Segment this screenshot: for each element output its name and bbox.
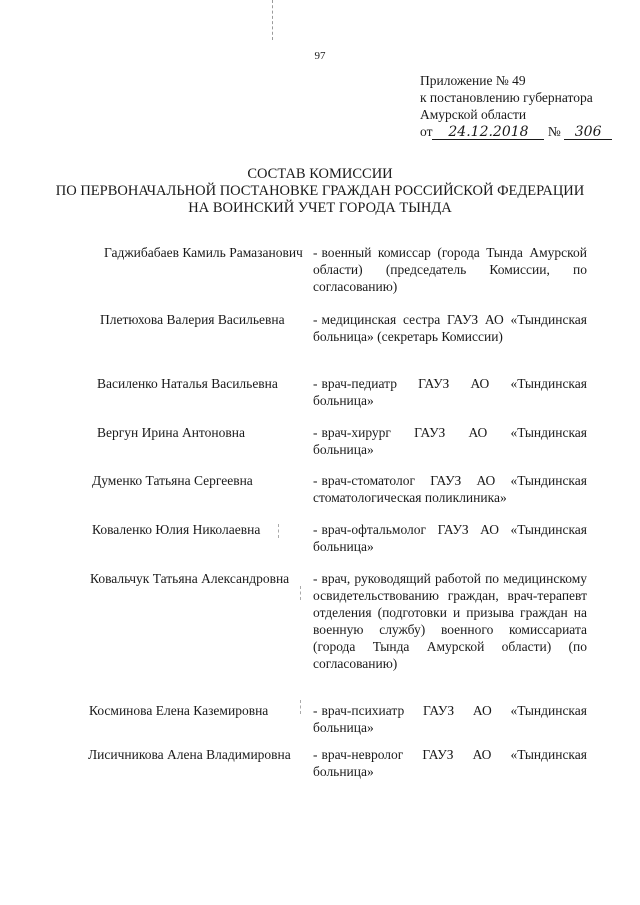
appendix-resolution: к постановлению губернатора bbox=[420, 90, 593, 105]
member-name: Плетюхова Валерия Васильевна bbox=[100, 312, 285, 327]
member-role: - врач-офтальмолог ГАУЗ АО «Тындинская больница» bbox=[313, 522, 587, 554]
title-line-1: СОСТАВ КОМИССИИ bbox=[247, 166, 393, 182]
handwritten-number: 306 bbox=[564, 125, 612, 140]
appendix-block bbox=[420, 72, 612, 140]
title-line-3: НА ВОИНСКИЙ УЧЕТ ГОРОДА ТЫНДА bbox=[188, 200, 452, 216]
handwritten-date: 24.12.2018 bbox=[432, 125, 544, 140]
member-name: Коваленко Юлия Николаевна bbox=[92, 522, 261, 537]
member-name: Думенко Татьяна Сергеевна bbox=[92, 473, 253, 488]
member-name: Вергун Ирина Антоновна bbox=[97, 425, 245, 440]
member-role: - врач-психиатр ГАУЗ АО «Тындинская больница» bbox=[313, 703, 587, 735]
number-prefix: № bbox=[547, 124, 561, 139]
appendix-region: Амурской области bbox=[420, 107, 527, 122]
member-role: - врач-хирург ГАУЗ АО «Тындинская больница» bbox=[313, 425, 587, 457]
document-title bbox=[0, 166, 640, 217]
member-role: - врач-педиатр ГАУЗ АО «Тындинская больница» bbox=[313, 376, 587, 408]
member-name: Гаджибабаев Камиль Рамазанович bbox=[104, 245, 303, 260]
member-name: Лисичникова Алена Владимировна bbox=[88, 747, 291, 762]
member-role: - медицинская сестра ГАУЗ АО «Тындинская больница» (секретарь Комиссии) bbox=[313, 312, 587, 344]
member-name: Василенко Наталья Васильевна bbox=[97, 376, 278, 391]
appendix-date-line bbox=[420, 123, 612, 140]
member-role: - военный комиссар (города Тында Амурской области) (председатель Комиссии, по согласованию) bbox=[313, 245, 587, 294]
scan-artifact bbox=[278, 524, 280, 538]
member-role: - врач, руководящий работой по медицинскому освидетельствованию граждан, врач-терапевт отделения (подготовки и призыва граждан на военную службу) военного комиссариата (города Тында Амурской области) (по согласованию) bbox=[313, 571, 587, 671]
title-line-2: ПО ПЕРВОНАЧАЛЬНОЙ ПОСТАНОВКЕ ГРАЖДАН РОССИЙСКОЙ ФЕДЕРАЦИИ bbox=[55, 183, 585, 199]
member-role: - врач-невролог ГАУЗ АО «Тындинская больница» bbox=[313, 747, 587, 779]
page-number: 97 bbox=[314, 50, 326, 62]
member-role: - врач-стоматолог ГАУЗ АО «Тындинская стоматологическая поликлиника» bbox=[313, 473, 587, 505]
scan-fold-line bbox=[272, 0, 274, 40]
scan-artifact bbox=[300, 586, 302, 600]
scan-artifact bbox=[300, 700, 302, 714]
appendix-number: Приложение № 49 bbox=[420, 73, 526, 88]
member-name: Ковальчук Татьяна Александровна bbox=[90, 571, 290, 586]
member-name: Косминова Елена Каземировна bbox=[89, 703, 269, 718]
date-prefix: от bbox=[420, 124, 433, 139]
